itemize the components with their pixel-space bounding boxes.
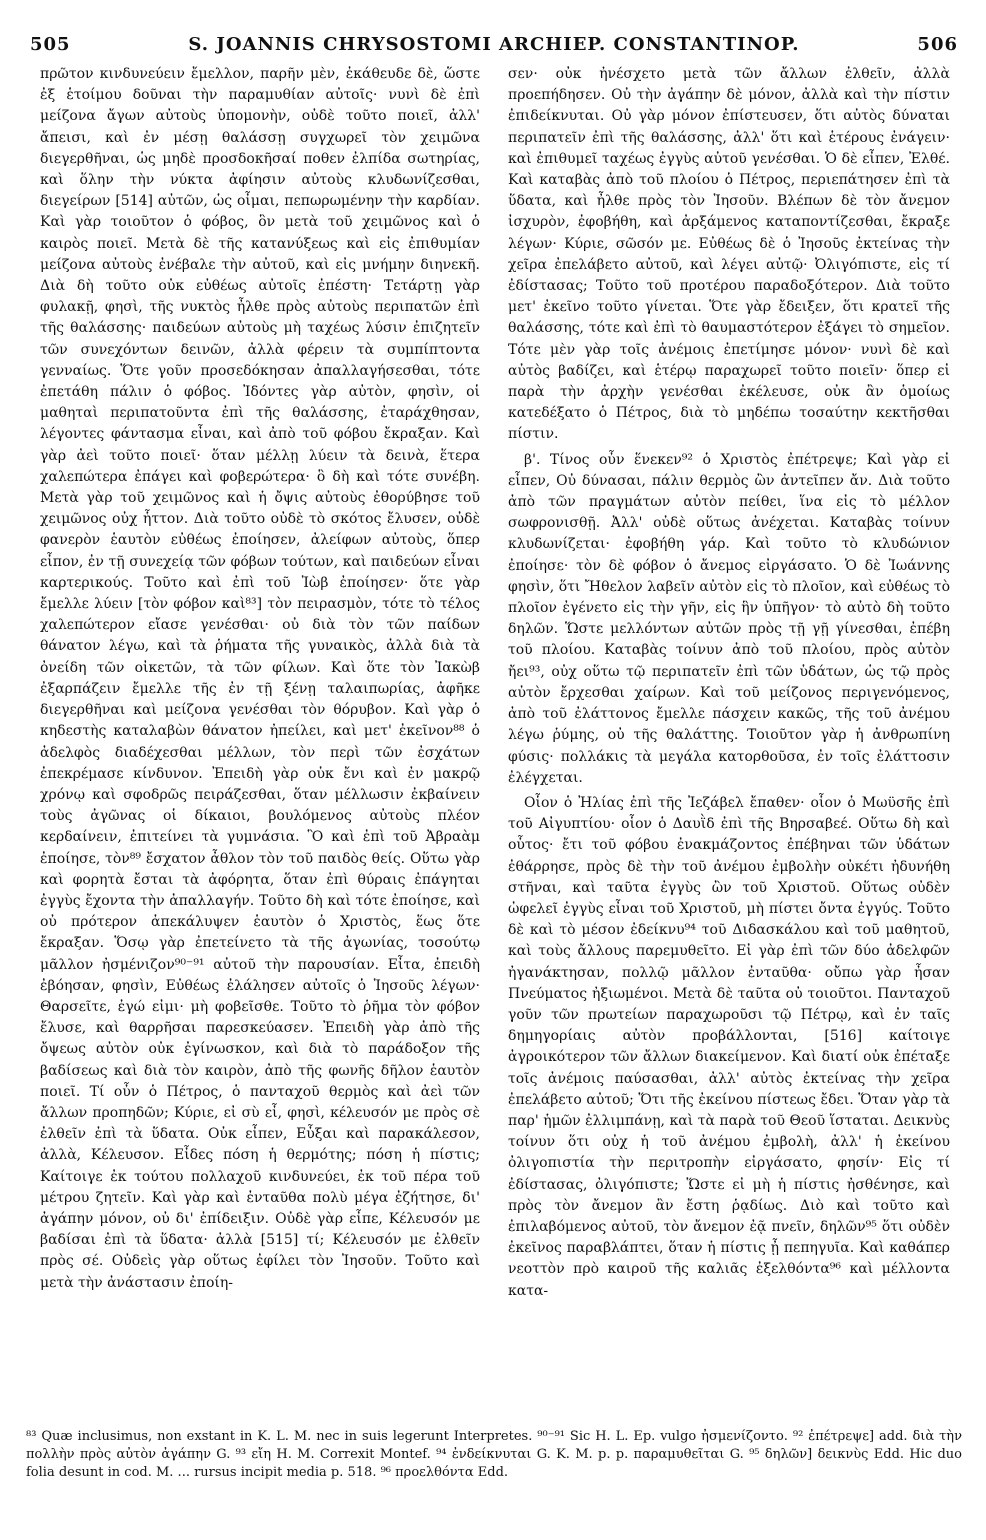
text-column-left — [40, 64, 480, 1419]
text-column-right — [508, 64, 950, 1419]
page-number-right: 506 — [917, 34, 958, 55]
footnotes — [26, 1428, 962, 1534]
paragraph: σεν· οὐκ ἠνέσχετο μετὰ τῶν ἄλλων ἐλθεῖν, ἀλλὰ προεπήδησεν. Οὐ τὴν ἀγάπην δὲ μόνον, ἀλλὰ καὶ τὴν πίστιν ἐπιδείκνυται. Οὐ γὰρ μόνον ἐπίστευσεν, ὅτι αὐτὸς δύναται περιπατεῖν ἐπὶ τῆς θαλάσσης, ἀλλ' ὅτι καὶ ἑτέρους ἐνάγειν· καὶ ἐπιθυμεῖ ταχέως ἐγγὺς αὐτοῦ γενέσθαι. Ὁ δὲ εἶπεν, Ἐλθέ. Καὶ καταβὰς ἀπὸ τοῦ πλοίου ὁ Πέτρος, περιεπάτησεν ἐπὶ τὰ ὕδατα, καὶ ἦλθε πρὸς τὸν Ἰησοῦν. Βλέπων δὲ τὸν ἄνεμον ἰσχυρὸν, ἐφοβήθη, καὶ ἀρξάμενος καταποντίζεσθαι, ἔκραξε λέγων· Κύριε, σῶσόν με. Εὐθέως δὲ ὁ Ἰησοῦς ἐκτείνας τὴν χεῖρα ἐπελάβετο αὐτοῦ, καὶ λέγει αὐτῷ· Ὀλιγόπιστε, εἰς τί ἐδίστασας; Τοῦτο τοῦ προτέρου παραδοξότερον. Διὰ τοῦτο μετ' ἐκεῖνο τοῦτο γίνεται. Ὅτε γὰρ ἔδειξεν, ὅτι κρατεῖ τῆς θαλάσσης, τότε καὶ ἐπὶ τὸ θαυμαστότερον ἐξάγει τὸ σημεῖον. Τότε μὲν γὰρ τοῖς ἀνέμοις ἐπετίμησε μόνον· νυνὶ δὲ καὶ αὐτὸς βαδίζει, καὶ ἑτέρῳ παραχωρεῖ τοῦτο ποιεῖν· ὅπερ εἰ παρὰ τὴν ἀρχὴν γενέσθαι ἐκέλευσε, οὐκ ἂν ὁμοίως κατεδέξατο ὁ Πέτρος, διὰ τὸ μηδέπω τοσαύτην κεκτῆσθαι πίστιν. — [508, 66, 950, 443]
paragraph: β'. Τίνος οὖν ἕνεκεν⁹² ὁ Χριστὸς ἐπέτρεψε; Καὶ γὰρ εἰ εἶπεν, Οὐ δύνασαι, πάλιν θερμὸς ὢν ἀντεῖπεν ἄν. Διὰ τοῦτο ἀπὸ τῶν πραγμάτων αὐτὸν πείθει, ἵνα εἰς τὸ μέλλον σωφρονισθῇ. Ἀλλ' οὐδὲ οὕτως ἀνέχεται. Καταβὰς τοίνυν κλυδωνίζεται· ἐφοβήθη γάρ. Καὶ τοῦτο τὸ κλυδώνιον ἐποίησε· τὸν δὲ φόβον ὁ ἄνεμος εἰργάσατο. Ὁ δὲ Ἰωάννης φησὶν, ὅτι Ἤθελον λαβεῖν αὐτὸν εἰς τὸ πλοῖον, καὶ εὐθέως τὸ πλοῖον ἐγένετο εἰς τὴν γῆν, εἰς ἣν ὑπῆγον· τὸ αὐτὸ δὴ τοῦτο δηλῶν. Ὥστε μελλόντων αὐτῶν πρὸς τῇ γῇ γίνεσθαι, ἐπέβη τοῦ πλοίου. Καταβὰς τοίνυν ἀπὸ τοῦ πλοίου, πρὸς αὐτὸν ἤει⁹³, οὐχ οὕτω τῷ περιπατεῖν ἐπὶ τῶν ὑδάτων, ὡς τῷ πρὸς αὐτὸν ἔρχεσθαι χαίρων. Καὶ τοῦ μείζονος περιγενόμενος, ἀπὸ τοῦ ἐλάττονος ἔμελλε πάσχειν κακῶς, τῆς τοῦ ἀνέμου λέγω ῥύμης, οὐ τῆς θαλάττης. Τοιοῦτον γὰρ ἡ ἀνθρωπίνη φύσις· πολλάκις τὰ μεγάλα κατορθοῦσα, ἐν τοῖς ἐλάττοσιν ἐλέγχεται. — [508, 451, 950, 786]
paragraph: Οἷον ὁ Ἠλίας ἐπὶ τῆς Ἰεζάβελ ἔπαθεν· οἷον ὁ Μωϋσῆς ἐπὶ τοῦ Αἰγυπτίου· οἷον ὁ Δαυῒδ ἐπὶ τῆς Βηρσαβεέ. Οὕτω δὴ καὶ οὗτος· ἔτι τοῦ φόβου ἐνακμάζοντος ἐπέβηναι τῶν ὑδάτων ἐθάρρησε, πρὸς δὲ τὴν τοῦ ἀνέμου ἐμβολὴν οὐκέτι ἠδυνήθη στῆναι, καὶ ταῦτα ἐγγὺς ὢν τοῦ Χριστοῦ. Οὕτως οὐδὲν ὠφελεῖ ἐγγὺς εἶναι τοῦ Χριστοῦ, μὴ πίστει ὄντα ἐγγύς. Τοῦτο δὲ καὶ τὸ μέσον ἐδείκνυ⁹⁴ τοῦ Διδασκάλου καὶ τοῦ μαθητοῦ, καὶ τοὺς ἄλλους παρεμυθεῖτο. Εἰ γὰρ ἐπὶ τῶν δύο ἀδελφῶν ἠγανάκτησαν, πολλῷ μᾶλλον ἐνταῦθα· οὔπω γὰρ ἦσαν Πνεύματος ἠξιωμένοι. Μετὰ δὲ ταῦτα οὐ τοιοῦτοι. Πανταχοῦ γοῦν τῶν πρωτείων παραχωροῦσι τῷ Πέτρῳ, καὶ ἐν ταῖς δημηγορίαις αὐτὸν προβάλλονται, [516] καίτοιγε ἀγροικότερον τῶν ἄλλων διακείμενον. Καὶ διατί οὐκ ἐπέταξε τοῖς ἀνέμοις παύσασθαι, ἀλλ' αὐτὸς ἐκτείνας τὴν χεῖρα ἐπελάβετο αὐτοῦ; Ὅτι τῆς ἐκείνου πίστεως ἔδει. Ὅταν γὰρ τὰ παρ' ἡμῶν ἐλλιμπάνῃ, καὶ τὰ παρὰ τοῦ Θεοῦ ἵσταται. Δεικνὺς τοίνυν ὅτι οὐχ ἡ τοῦ ἀνέμου ἐμβολὴ, ἀλλ' ἡ ἐκείνου ὀλιγοπιστία τὴν περιτροπὴν εἰργάσατο, φησίν· Εἰς τί ἐδίστασας, ὀλιγόπιστε; Ὥστε εἰ μὴ ἡ πίστις ἠσθένησε, καὶ πρὸς τὸν ἄνεμον ἂν ἔστη ῥᾳδίως. Διὸ καὶ τοῦτο καὶ ἐπιλαβόμενος αὐτοῦ, τὸν ἄνεμον ἐᾷ πνεῖν, δηλῶν⁹⁵ ὅτι οὐδὲν ἐκεῖνος παραβλάπτει, ὅταν ἡ πίστις ᾖ πεπηγυῖα. Καὶ καθάπερ νεοττὸν πρὸ καιροῦ τῆς καλιᾶς ἐξελθόντα⁹⁶ καὶ μέλλοντα κατα- — [508, 794, 950, 1299]
page-number-left: 505 — [30, 34, 71, 55]
running-title: S. JOANNIS CHRYSOSTOMI ARCHIEP. CONSTANTINOP. — [188, 34, 800, 55]
paragraph: πρῶτον κινδυνεύειν ἔμελλον, παρῆν μὲν, ἐκάθευδε δὲ, ὥστε ἐξ ἑτοίμου δοῦναι τὴν παραμυθίαν αὐτοῖς· νυνὶ δὲ ἐπὶ μείζονα ἄγων αὐτοὺς ὑπομονὴν, οὐδὲ τοῦτο ποιεῖ, ἀλλ' ἄπεισι, καὶ ἐν μέσῃ θαλάσσῃ συγχωρεῖ τὸν χειμῶνα διεγερθῆναι, ὡς μηδὲ προσδοκῆσαί ποθεν ἐλπίδα σωτηρίας, καὶ ὅλην τὴν νύκτα ἀφίησιν αὐτοὺς κλυδωνίζεσθαι, διεγείρων [514] αὐτῶν, ὡς οἶμαι, πεπωρωμένην τὴν καρδίαν. Καὶ γὰρ τοιοῦτον ὁ φόβος, ὃν μετὰ τοῦ χειμῶνος καὶ ὁ καιρὸς ποιεῖ. Μετὰ δὲ τῆς κατανύξεως καὶ εἰς ἐπιθυμίαν μείζονα αὐτοὺς ἐνέβαλε τὴν αὐτοῦ, καὶ εἰς μνήμην διηνεκῆ. Διὰ δὴ τοῦτο οὐκ εὐθέως αὐτοῖς ἐπέστη· Τετάρτῃ γὰρ φυλακῇ, φησὶ, τῆς νυκτὸς ἦλθε πρὸς αὐτοὺς περιπατῶν ἐπὶ τῆς θαλάσσης· παιδεύων αὐτοὺς μὴ ταχέως λύσιν ἐπιζητεῖν τῶν συνεχόντων δεινῶν, ἀλλὰ φέρειν τὰ συμπίπτοντα γενναίως. Ὅτε γοῦν προσεδόκησαν ἀπαλλαγήσεσθαι, τότε ἐπετάθη πάλιν ὁ φόβος. Ἰδόντες γὰρ αὐτὸν, φησὶν, οἱ μαθηταὶ περιπατοῦντα ἐπὶ τῆς θαλάσσης, ἐταράχθησαν, λέγοντες φάντασμα εἶναι, καὶ ἀπὸ τοῦ φόβου ἔκραξαν. Καὶ γὰρ ἀεὶ τοῦτο ποιεῖ· ὅταν μέλλῃ λύειν τὰ δεινὰ, ἕτερα χαλεπώτερα ἐπάγει καὶ φοβερώτερα· ὃ δὴ καὶ τότε συνέβη. Μετὰ γὰρ τοῦ χειμῶνος καὶ ἡ ὄψις αὐτοὺς ἐθορύβησε τοῦ χειμῶνος οὐχ ἧττον. Διὰ τοῦτο οὐδὲ τὸ σκότος ἔλυσεν, οὐδὲ φανερὸν ἑαυτὸν εὐθέως ἐποίησεν, ἀλείφων αὐτοὺς, ὅπερ εἶπον, ἐν τῇ συνεχείᾳ τῶν φόβων τούτων, καὶ παιδεύων εἶναι καρτερικούς. Τοῦτο καὶ ἐπὶ τοῦ Ἰὼβ ἐποίησεν· ὅτε γὰρ ἔμελλε λύειν [τὸν φόβον καὶ⁸³] τὸν πειρασμὸν, τότε τὸ τέλος χαλεπώτερον εἴασε γενέσθαι· οὐ διὰ τὸν τῶν παίδων θάνατον λέγω, καὶ τὰ ῥήματα τῆς γυναικὸς, ἀλλὰ διὰ τὰ ὀνείδη τῶν οἰκετῶν, τὰ τῶν φίλων. Καὶ ὅτε τὸν Ἰακὼβ ἐξαρπάζειν ἔμελλε τῆς ἐν τῇ ξένῃ ταλαιπωρίας, ἀφῆκε διεγερθῆναι καὶ μείζονα γενέσθαι τὸν θόρυβον. Καὶ γὰρ ὁ κηδεστὴς καταλαβὼν θάνατον ἠπείλει, καὶ μετ' ἐκεῖνον⁸⁸ ὁ ἀδελφὸς διαδέχεσθαι μέλλων, τὸν περὶ τῶν ἐσχάτων ἐπεκρέμασε κίνδυνον. Ἐπειδὴ γὰρ οὐκ ἔνι καὶ ἐν μακρῷ χρόνῳ καὶ σφοδρῶς πειράζεσθαι, ὅταν μέλλωσιν ἐκβαίνειν τοὺς ἀγῶνας οἱ δίκαιοι, βουλόμενος αὐτοὺς πλέον κερδαίνειν, ἐπιτείνει τὰ γυμνάσια. Ὃ καὶ ἐπὶ τοῦ Ἀβραὰμ ἐποίησε, τὸν⁸⁹ ἔσχατον ἆθλον τὸν τοῦ παιδὸς θείς. Οὕτω γὰρ καὶ φορητὰ ἔσται τὰ ἀφόρητα, ὅταν ἐπὶ θύραις ἐπάγηται ἐγγὺς ἔχοντα τὴν ἀπαλλαγήν. Τοῦτο δὴ καὶ τότε ἐποίησε, καὶ οὐ πρότερον ἀπεκάλυψεν ἑαυτὸν ὁ Χριστὸς, ἕως ὅτε ἔκραξαν. Ὅσῳ γὰρ ἐπετείνετο τὰ τῆς ἀγωνίας, τοσούτῳ μᾶλλον ἠσμένιζον⁹⁰⁻⁹¹ αὐτοῦ τὴν παρουσίαν. Εἶτα, ἐπειδὴ ἐβόησαν, φησὶν, Εὐθέως ἐλάλησεν αὐτοῖς ὁ Ἰησοῦς λέγων· Θαρσεῖτε, ἐγώ εἰμι· μὴ φοβεῖσθε. Τοῦτο τὸ ῥῆμα τὸν φόβον ἔλυσε, καὶ θαρρῆσαι παρεσκεύασεν. Ἐπειδὴ γὰρ ἀπὸ τῆς ὄψεως αὐτὸν οὐκ ἐγίνωσκον, καὶ διὰ τὸ παράδοξον τῆς βαδίσεως καὶ διὰ τὸν καιρὸν, ἀπὸ τῆς φωνῆς δῆλον ἑαυτὸν ποιεῖ. Τί οὖν ὁ Πέτρος, ὁ πανταχοῦ θερμὸς καὶ ἀεὶ τῶν ἄλλων προπηδῶν; Κύριε, εἰ σὺ εἶ, φησὶ, κέλευσόν με πρὸς σὲ ἐλθεῖν ἐπὶ τὰ ὕδατα. Οὐκ εἶπεν, Εὖξαι καὶ παρακάλεσον, ἀλλὰ, Κέλευσον. Εἶδες πόση ἡ θερμότης; πόση ἡ πίστις; Καίτοιγε ἐκ τούτου πολλαχοῦ κινδυνεύει, ἐκ τοῦ πέρα τοῦ μέτρου ζητεῖν. Καὶ γὰρ καὶ ἐνταῦθα πολὺ μέγα ἐζήτησε, δι' ἀγάπην μόνον, οὐ δι' ἐπίδειξιν. Οὐδὲ γὰρ εἶπε, Κέλευσόν με βαδίσαι ἐπὶ τὰ ὕδατα· ἀλλὰ [515] τί; Κέλευσόν με ἐλθεῖν πρὸς σέ. Οὐδεὶς γὰρ οὕτως ἐφίλει τὸν Ἰησοῦν. Τοῦτο καὶ μετὰ τὴν ἀνάστασιν ἐποίη- — [40, 66, 480, 1291]
running-header — [30, 34, 958, 60]
footnote-text: ⁸³ Quæ inclusimus, non exstant in K. L. M. nec in suis legerunt Interpretes. ⁹⁰⁻⁹¹ Sic H. L. Ep. vulgo ἠσμενίζοντο. ⁹² ἐπέτρεψε] add. διὰ τὴν πολλὴν πρὸς αὐτὸν ἀγάπην G. ⁹³ εἴη H. M. Correxit Montef. ⁹⁴ ἐνδείκνυται G. K. M. p. p. παραμυθεῖται G. ⁹⁵ δηλῶν] δεικνὺς Edd. Hic duo folia desunt in cod. M. ... rursus incipit media p. 518. ⁹⁶ προελθόντα Edd. — [26, 1429, 962, 1480]
